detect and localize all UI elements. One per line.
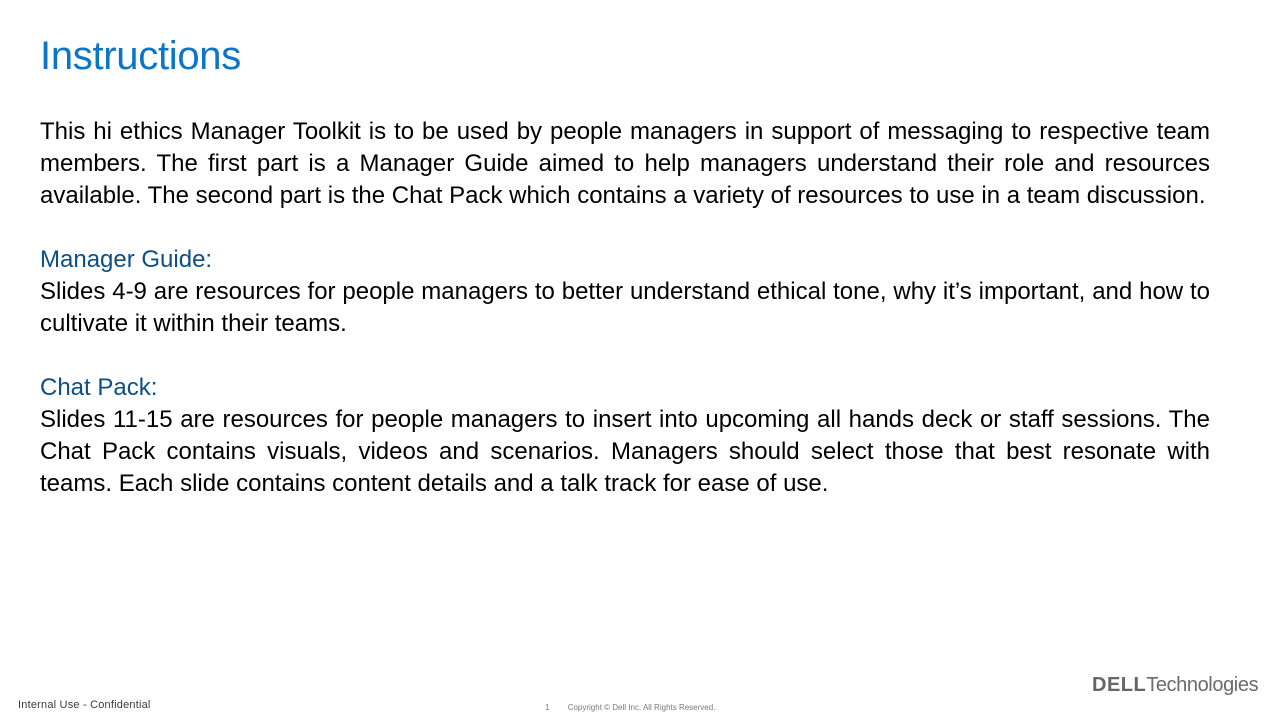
intro-paragraph: This hi ethics Manager Toolkit is to be used by people managers in support of messaging to respective team members. The first part is a Manager Guide aimed to help managers understand their role and resources available. The second part is the Chat Pack which contains a variety of resources to use in a team discussion.	[40, 118, 1210, 209]
page-number: 1	[545, 703, 550, 712]
footer-center	[545, 703, 715, 712]
spacer	[40, 212, 1210, 244]
logo-suffix: Technologies	[1146, 674, 1259, 696]
slide-body	[40, 116, 1210, 500]
chat-pack-text: Slides 11-15 are resources for people managers to insert into upcoming all hands deck or staff sessions. The Chat Pack contains visuals, videos and scenarios. Managers should select those that best resonate with teams. Each slide contains content details and a talk track for ease of use.	[40, 406, 1210, 497]
classification-label: Internal Use - Confidential	[18, 699, 151, 711]
manager-guide-text: Slides 4-9 are resources for people managers to better understand ethical tone, why it’s important, and how to cultivate it within their teams.	[40, 278, 1210, 337]
copyright-text: Copyright © Dell Inc. All Rights Reserved.	[567, 703, 716, 712]
spacer	[40, 340, 1210, 372]
manager-guide-heading: Manager Guide:	[40, 246, 213, 273]
chat-pack-heading: Chat Pack:	[40, 374, 158, 401]
logo-brand: DELL	[1092, 674, 1147, 696]
dell-technologies-logo	[1092, 674, 1258, 697]
slide-title: Instructions	[40, 34, 241, 78]
